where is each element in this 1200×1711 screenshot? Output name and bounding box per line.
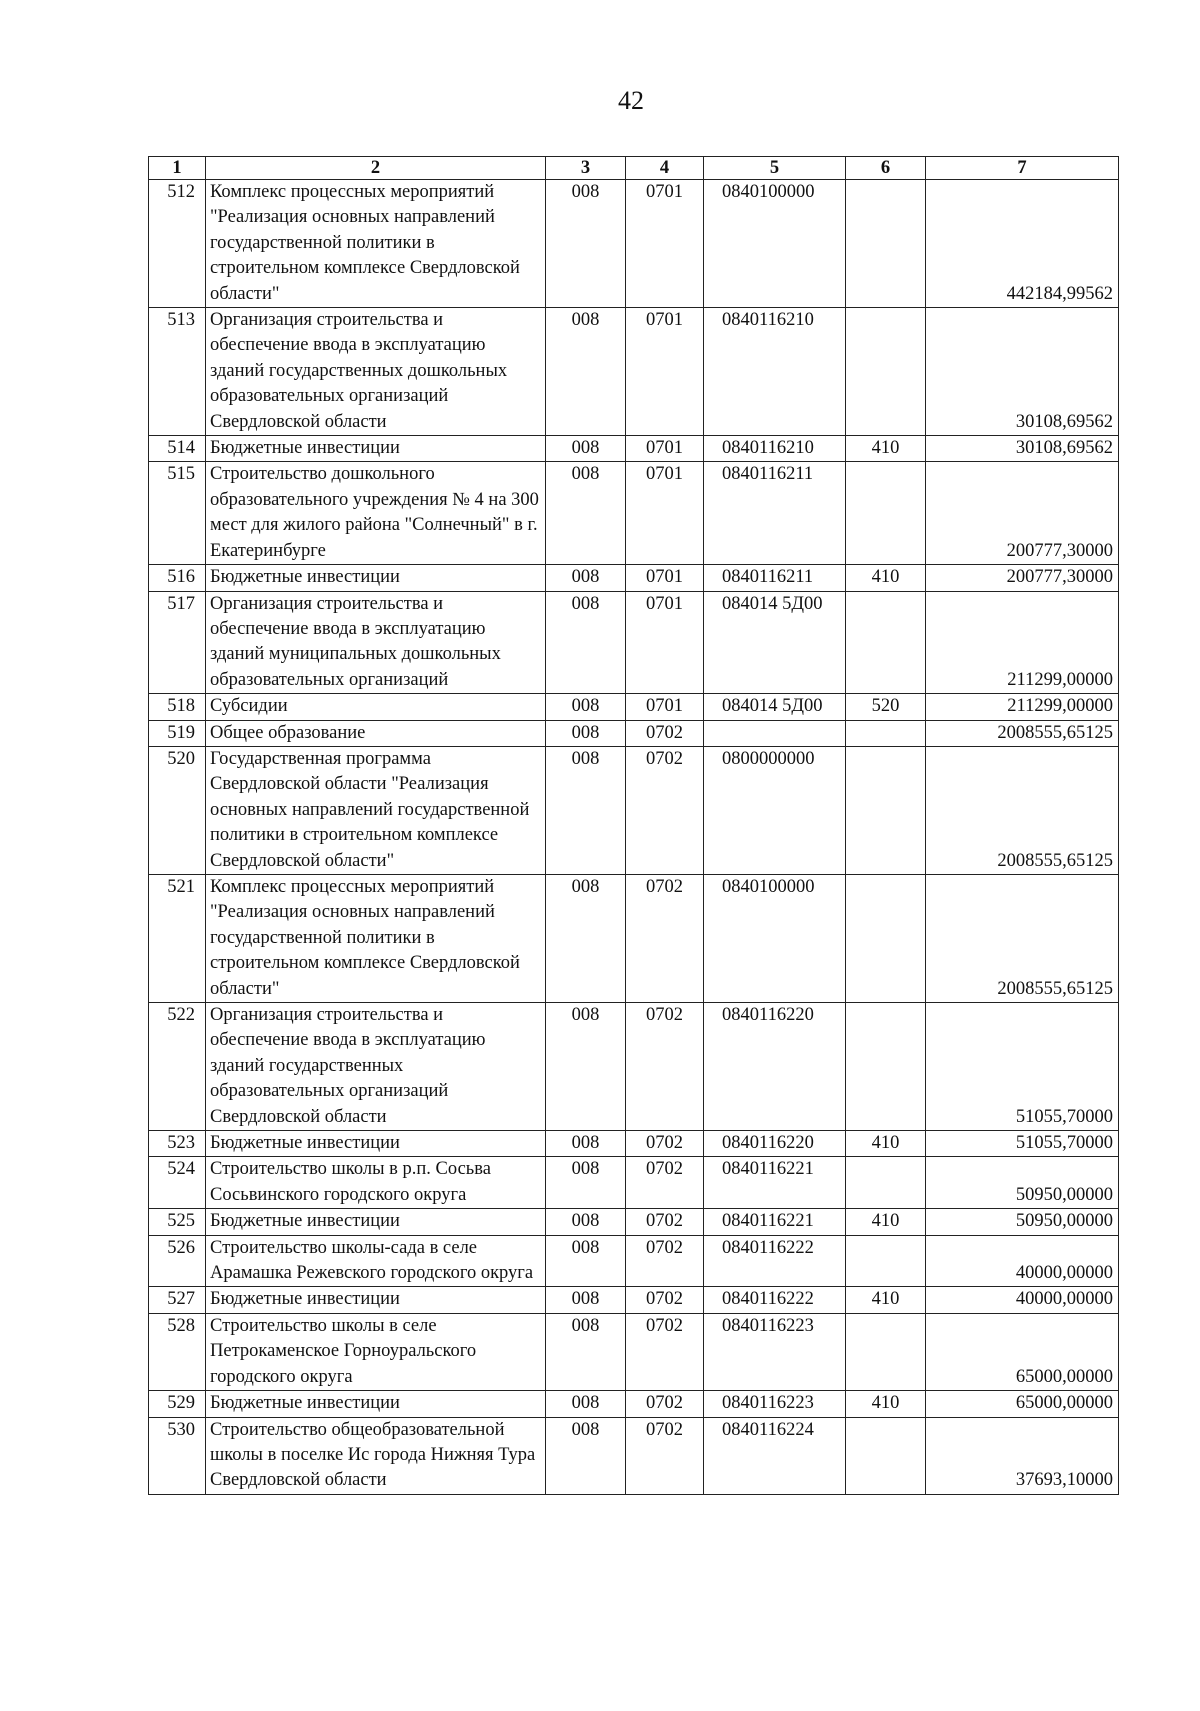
target-code: 0840116220 (704, 1131, 846, 1157)
column-header: 2 (206, 157, 546, 180)
item-name: Организация строительства и обеспечение ввода в эксплуатацию зданий государственных дошкольных образовательных организаций Свердловской области (206, 308, 546, 436)
row-number: 515 (149, 462, 206, 565)
section-code: 0702 (626, 1235, 704, 1287)
section-code: 0701 (626, 694, 704, 720)
section-code: 0702 (626, 874, 704, 1002)
ministry-code: 008 (546, 874, 626, 1002)
item-name: Бюджетные инвестиции (206, 1391, 546, 1417)
item-name: Строительство дошкольного образовательного учреждения № 4 на 300 мест для жилого района "Солнечный" в г. Екатеринбурге (206, 462, 546, 565)
table-row (149, 746, 1119, 874)
row-number: 518 (149, 694, 206, 720)
target-code: 0840116222 (704, 1287, 846, 1313)
row-number: 512 (149, 180, 206, 308)
target-code: 0840116210 (704, 436, 846, 462)
expense-type-code (846, 1313, 926, 1390)
amount: 2008555,65125 (926, 746, 1119, 874)
section-code: 0702 (626, 1157, 704, 1209)
expense-type-code: 410 (846, 1209, 926, 1235)
target-code: 0840100000 (704, 874, 846, 1002)
expense-type-code (846, 308, 926, 436)
section-code: 0702 (626, 1287, 704, 1313)
row-number: 529 (149, 1391, 206, 1417)
section-code: 0702 (626, 1131, 704, 1157)
ministry-code: 008 (546, 1391, 626, 1417)
item-name: Строительство школы в р.п. Сосьва Сосьвинского городского округа (206, 1157, 546, 1209)
row-number: 527 (149, 1287, 206, 1313)
amount: 211299,00000 (926, 591, 1119, 694)
section-code: 0701 (626, 591, 704, 694)
item-name: Общее образование (206, 720, 546, 746)
amount: 442184,99562 (926, 180, 1119, 308)
ministry-code: 008 (546, 436, 626, 462)
target-code: 084014 5Д00 (704, 591, 846, 694)
target-code: 0840100000 (704, 180, 846, 308)
row-number: 525 (149, 1209, 206, 1235)
table-row (149, 1157, 1119, 1209)
row-number: 522 (149, 1003, 206, 1131)
amount: 30108,69562 (926, 308, 1119, 436)
ministry-code: 008 (546, 1131, 626, 1157)
amount: 200777,30000 (926, 565, 1119, 591)
ministry-code: 008 (546, 746, 626, 874)
expense-type-code (846, 462, 926, 565)
section-code: 0702 (626, 1209, 704, 1235)
expense-type-code: 410 (846, 1391, 926, 1417)
section-code: 0702 (626, 1003, 704, 1131)
ministry-code: 008 (546, 1209, 626, 1235)
column-header: 6 (846, 157, 926, 180)
row-number: 530 (149, 1417, 206, 1494)
ministry-code: 008 (546, 1313, 626, 1390)
column-header: 4 (626, 157, 704, 180)
expense-type-code (846, 746, 926, 874)
item-name: Субсидии (206, 694, 546, 720)
budget-table (148, 156, 1119, 1495)
table-row (149, 180, 1119, 308)
amount: 51055,70000 (926, 1131, 1119, 1157)
amount: 30108,69562 (926, 436, 1119, 462)
section-code: 0702 (626, 1391, 704, 1417)
table-row (149, 874, 1119, 1002)
target-code: 0840116210 (704, 308, 846, 436)
row-number: 513 (149, 308, 206, 436)
item-name: Строительство школы-сада в селе Арамашка Режевского городского округа (206, 1235, 546, 1287)
target-code: 0840116222 (704, 1235, 846, 1287)
target-code: 0840116224 (704, 1417, 846, 1494)
row-number: 521 (149, 874, 206, 1002)
row-number: 519 (149, 720, 206, 746)
item-name: Бюджетные инвестиции (206, 565, 546, 591)
row-number: 516 (149, 565, 206, 591)
column-header: 3 (546, 157, 626, 180)
section-code: 0701 (626, 308, 704, 436)
expense-type-code (846, 1417, 926, 1494)
ministry-code: 008 (546, 1417, 626, 1494)
target-code: 0800000000 (704, 746, 846, 874)
table-row (149, 565, 1119, 591)
section-code: 0701 (626, 436, 704, 462)
table-row (149, 1391, 1119, 1417)
amount: 65000,00000 (926, 1313, 1119, 1390)
row-number: 526 (149, 1235, 206, 1287)
row-number: 523 (149, 1131, 206, 1157)
expense-type-code (846, 180, 926, 308)
amount: 51055,70000 (926, 1003, 1119, 1131)
section-code: 0701 (626, 462, 704, 565)
ministry-code: 008 (546, 694, 626, 720)
table-row (149, 720, 1119, 746)
column-header: 5 (704, 157, 846, 180)
section-code: 0702 (626, 1313, 704, 1390)
target-code: 0840116221 (704, 1157, 846, 1209)
ministry-code: 008 (546, 720, 626, 746)
ministry-code: 008 (546, 180, 626, 308)
item-name: Комплекс процессных мероприятий "Реализация основных направлений государственной политики в строительном комплексе Свердловской области" (206, 180, 546, 308)
item-name: Организация строительства и обеспечение ввода в эксплуатацию зданий муниципальных дошкольных образовательных организаций (206, 591, 546, 694)
expense-type-code: 410 (846, 565, 926, 591)
ministry-code: 008 (546, 462, 626, 565)
amount: 40000,00000 (926, 1287, 1119, 1313)
target-code: 084014 5Д00 (704, 694, 846, 720)
ministry-code: 008 (546, 308, 626, 436)
expense-type-code: 410 (846, 436, 926, 462)
target-code: 0840116223 (704, 1391, 846, 1417)
section-code: 0702 (626, 746, 704, 874)
amount: 65000,00000 (926, 1391, 1119, 1417)
table-row (149, 436, 1119, 462)
item-name: Организация строительства и обеспечение ввода в эксплуатацию зданий государственных образовательных организаций Свердловской области (206, 1003, 546, 1131)
table-row (149, 1235, 1119, 1287)
target-code: 0840116211 (704, 565, 846, 591)
table-row (149, 591, 1119, 694)
ministry-code: 008 (546, 1003, 626, 1131)
section-code: 0701 (626, 180, 704, 308)
item-name: Бюджетные инвестиции (206, 1287, 546, 1313)
column-header: 7 (926, 157, 1119, 180)
row-number: 514 (149, 436, 206, 462)
row-number: 524 (149, 1157, 206, 1209)
amount: 2008555,65125 (926, 874, 1119, 1002)
item-name: Строительство общеобразовательной школы в поселке Ис города Нижняя Тура Свердловской области (206, 1417, 546, 1494)
target-code: 0840116223 (704, 1313, 846, 1390)
expense-type-code (846, 720, 926, 746)
page-number: 42 (618, 86, 644, 115)
table-row (149, 462, 1119, 565)
ministry-code: 008 (546, 565, 626, 591)
ministry-code: 008 (546, 1287, 626, 1313)
amount: 2008555,65125 (926, 720, 1119, 746)
column-header: 1 (149, 157, 206, 180)
ministry-code: 008 (546, 1157, 626, 1209)
table-row (149, 308, 1119, 436)
expense-type-code (846, 1235, 926, 1287)
target-code: 0840116220 (704, 1003, 846, 1131)
expense-type-code (846, 874, 926, 1002)
expense-type-code (846, 1003, 926, 1131)
expense-type-code (846, 591, 926, 694)
section-code: 0702 (626, 1417, 704, 1494)
target-code (704, 720, 846, 746)
ministry-code: 008 (546, 1235, 626, 1287)
ministry-code: 008 (546, 591, 626, 694)
table-row (149, 1209, 1119, 1235)
amount: 50950,00000 (926, 1209, 1119, 1235)
item-name: Бюджетные инвестиции (206, 1131, 546, 1157)
expense-type-code (846, 1157, 926, 1209)
amount: 200777,30000 (926, 462, 1119, 565)
item-name: Бюджетные инвестиции (206, 436, 546, 462)
item-name: Государственная программа Свердловской области "Реализация основных направлений государственной политики в строительном комплексе Свердловской области" (206, 746, 546, 874)
target-code: 0840116211 (704, 462, 846, 565)
header-row (149, 157, 1119, 180)
table-row (149, 1313, 1119, 1390)
expense-type-code: 520 (846, 694, 926, 720)
item-name: Комплекс процессных мероприятий "Реализация основных направлений государственной политики в строительном комплексе Свердловской области" (206, 874, 546, 1002)
amount: 37693,10000 (926, 1417, 1119, 1494)
row-number: 520 (149, 746, 206, 874)
expense-type-code: 410 (846, 1287, 926, 1313)
row-number: 528 (149, 1313, 206, 1390)
amount: 211299,00000 (926, 694, 1119, 720)
table-row (149, 694, 1119, 720)
target-code: 0840116221 (704, 1209, 846, 1235)
amount: 50950,00000 (926, 1157, 1119, 1209)
section-code: 0702 (626, 720, 704, 746)
table-row (149, 1287, 1119, 1313)
table-row (149, 1417, 1119, 1494)
item-name: Строительство школы в селе Петрокаменское Горноуральского городского округа (206, 1313, 546, 1390)
expense-type-code: 410 (846, 1131, 926, 1157)
row-number: 517 (149, 591, 206, 694)
amount: 40000,00000 (926, 1235, 1119, 1287)
table-row (149, 1003, 1119, 1131)
section-code: 0701 (626, 565, 704, 591)
table-row (149, 1131, 1119, 1157)
item-name: Бюджетные инвестиции (206, 1209, 546, 1235)
